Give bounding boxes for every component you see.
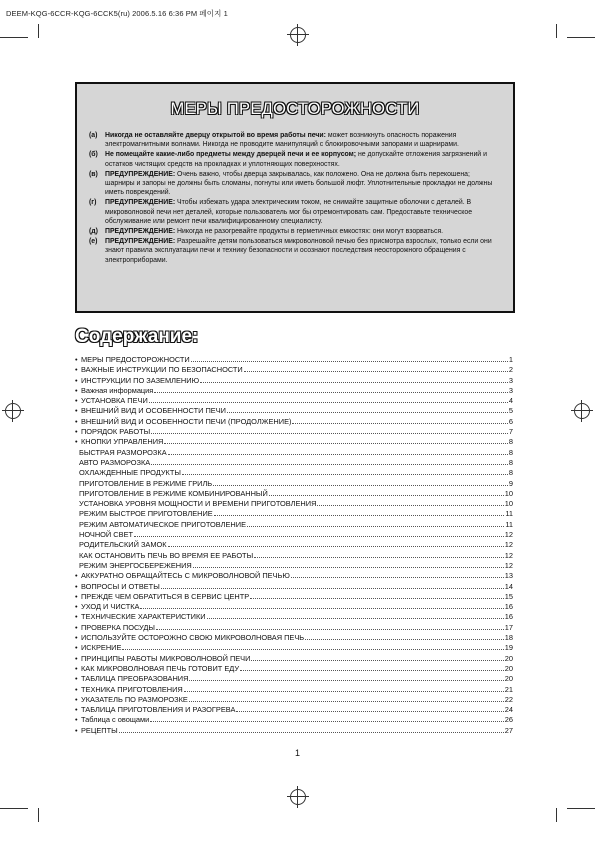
precaution-item: [89, 150, 501, 168]
bullet-icon: •: [75, 725, 78, 735]
toc-leader-dots: [240, 670, 504, 671]
bullet-icon: •: [75, 653, 78, 663]
precaution-lead: ПРЕДУПРЕЖДЕНИЕ:: [105, 199, 176, 207]
precaution-text: Разрешайте детям пользоваться микроволновой печью без присмотра взрослых, только если они знают правила эксплуатации печи и технику безопасности и осознают последствия неосторожного обращения с электроприборами.: [105, 238, 492, 264]
toc-entry[interactable]: [75, 417, 513, 427]
toc-entry-label: РЕЖИМ БЫСТРОЕ ПРИГОТОВЛЕНИЕ: [79, 509, 213, 519]
toc-entry[interactable]: [75, 427, 513, 437]
toc-entry[interactable]: [75, 448, 513, 458]
toc-entry-page: 3: [508, 375, 513, 385]
bullet-icon: •: [75, 643, 78, 653]
precaution-letter: (a): [89, 132, 98, 139]
toc-leader-dots: [182, 474, 508, 475]
toc-leader-dots: [134, 536, 504, 537]
toc-entry-page: 24: [504, 705, 513, 715]
toc-entry-page: 20: [504, 653, 513, 663]
toc-leader-dots: [140, 608, 503, 609]
toc-entry-label: ТЕХНИЧЕСКИЕ ХАРАКТЕРИСТИКИ: [81, 612, 206, 622]
toc-leader-dots: [213, 485, 508, 486]
toc-entry[interactable]: [75, 386, 513, 396]
bullet-icon: •: [75, 355, 78, 364]
toc-entry[interactable]: [75, 437, 513, 447]
toc-leader-dots: [250, 598, 504, 599]
toc-entry-label: РЕЖИМ ЭНЕРГОСБЕРЕЖЕНИЯ: [79, 560, 192, 570]
toc-leader-dots: [251, 660, 503, 661]
toc-leader-dots: [214, 515, 505, 516]
toc-leader-dots: [150, 721, 504, 722]
toc-entry-page: 27: [504, 725, 513, 735]
precaution-letter: (д): [89, 228, 98, 236]
precaution-lead: Никогда не оставляйте дверцу открытой во время работы печи:: [105, 132, 326, 139]
bullet-icon: •: [75, 602, 78, 612]
toc-entry-page: 12: [504, 540, 513, 550]
toc-leader-dots: [191, 361, 508, 362]
toc-leader-dots: [236, 711, 503, 712]
toc-entry-page: 10: [504, 488, 513, 498]
toc-entry-label: ОХЛАЖДЕННЫЕ ПРОДУКТЫ: [79, 468, 181, 478]
toc-entry[interactable]: [75, 705, 513, 715]
toc-entry[interactable]: [75, 674, 513, 684]
precaution-text: Чтобы избежать удара электрическим током, не снимайте защитные оболочки с деталей. В микроволновой печи нет деталей, которые пользователь мог бы отремонтировать сам. Предоставьте техническое обслуживание или ремонт печи квалифицированному специалисту.: [105, 199, 473, 225]
toc-leader-dots: [247, 526, 504, 527]
toc-entry-page: 22: [504, 694, 513, 704]
toc-leader-dots: [200, 382, 508, 383]
toc-entry-page: 11: [505, 509, 513, 519]
toc-entry-label: РЕЖИМ АВТОМАТИЧЕСКОЕ ПРИГОТОВЛЕНИЕ: [79, 519, 247, 529]
precautions-title: МЕРЫ ПРЕДОСТОРОЖНОСТИ: [170, 100, 420, 118]
toc-entry-label: КНОПКИ УПРАВЛЕНИЯ: [81, 437, 164, 447]
toc-entry-page: 11: [505, 519, 513, 529]
precaution-letter: (г): [89, 199, 97, 207]
toc-leader-dots: [149, 402, 508, 403]
toc-entry-page: 1: [508, 355, 513, 364]
bullet-icon: •: [75, 591, 78, 601]
toc-entry-label: РОДИТЕЛЬСКИЙ ЗАМОК: [79, 540, 167, 550]
toc-entry[interactable]: [75, 489, 513, 499]
toc-entry-page: 19: [504, 643, 513, 653]
bullet-icon: •: [75, 705, 78, 715]
toc-entry-page: 18: [504, 633, 513, 643]
precaution-item: [89, 237, 501, 265]
toc-entry-page: 17: [504, 622, 513, 632]
toc-entry-page: 6: [508, 416, 513, 426]
toc-entry[interactable]: [75, 458, 513, 468]
bullet-icon: •: [75, 416, 78, 426]
precaution-item: [89, 227, 501, 236]
toc-entry[interactable]: [75, 643, 513, 653]
toc-entry-page: 4: [508, 396, 513, 406]
toc-entry-label: ТАБЛИЦА ПРЕОБРАЗОВАНИЯ: [81, 674, 189, 684]
precaution-item: [89, 198, 501, 226]
toc-entry-page: 16: [504, 612, 513, 622]
crop-mark-bottom-left-h: [0, 808, 28, 809]
toc-entry-label: КАК МИКРОВОЛНОВАЯ ПЕЧЬ ГОТОВИТ ЕДУ: [81, 663, 240, 673]
toc-entry-page: 8: [508, 437, 513, 447]
toc-entry-label: НОЧНОЙ СВЕТ: [79, 530, 134, 540]
toc-entry[interactable]: [75, 561, 513, 571]
toc-entry-label: ТАБЛИЦА ПРИГОТОВЛЕНИЯ И РАЗОГРЕВА: [81, 705, 236, 715]
toc-entry[interactable]: [75, 355, 513, 365]
table-of-contents: [75, 355, 513, 736]
precaution-text: может возникнуть опасность поражения электромагнитными волнами. Никогда не проводите манипуляций с блокировочными запорами и шарнирами.: [105, 132, 459, 149]
toc-entry-label: ПРЕЖДЕ ЧЕМ ОБРАТИТЬСЯ В СЕРВИС ЦЕНТР: [81, 591, 250, 601]
bullet-icon: •: [75, 581, 78, 591]
toc-entry-page: 12: [504, 550, 513, 560]
toc-entry-label: РЕЦЕПТЫ: [81, 725, 118, 735]
toc-entry[interactable]: [75, 612, 513, 622]
toc-entry-page: 15: [504, 591, 513, 601]
toc-entry[interactable]: [75, 551, 513, 561]
toc-entry-page: 10: [504, 499, 513, 509]
toc-leader-dots: [291, 577, 504, 578]
crop-mark-top-left-v: [38, 24, 39, 38]
toc-entry-page: 26: [504, 715, 513, 725]
bullet-icon: •: [75, 427, 78, 437]
toc-leader-dots: [244, 371, 508, 372]
toc-entry-label: УКАЗАТЕЛЬ ПО РАЗМОРОЗКЕ: [81, 694, 188, 704]
toc-entry-page: 5: [508, 406, 513, 416]
bullet-icon: •: [75, 385, 78, 395]
toc-leader-dots: [161, 588, 504, 589]
toc-entry-label: УСТАНОВКА ПЕЧИ: [81, 396, 148, 406]
toc-entry-label: БЫСТРАЯ РАЗМОРОЗКА: [79, 447, 167, 457]
bullet-icon: •: [75, 694, 78, 704]
toc-entry-label: ИСПОЛЬЗУЙТЕ ОСТОРОЖНО СВОЮ МИКРОВОЛНОВАЯ ПЕЧЬ: [81, 633, 305, 643]
bullet-icon: •: [75, 622, 78, 632]
precaution-text: не допускайте отложения загрязнений и остатков чистящих средств на прокладках и уплотняющих поверхностях.: [105, 151, 487, 168]
crop-mark-top-right-v: [556, 24, 557, 38]
toc-entry-label: ТЕХНИКА ПРИГОТОВЛЕНИЯ: [81, 684, 183, 694]
bullet-icon: •: [75, 406, 78, 416]
toc-entry[interactable]: [75, 685, 513, 695]
toc-leader-dots: [227, 412, 508, 413]
toc-entry-page: 3: [508, 385, 513, 395]
toc-entry[interactable]: [75, 479, 513, 489]
precaution-text: Никогда не разогревайте продукты в герметичных емкостях: они могут взорваться.: [175, 228, 444, 236]
toc-entry[interactable]: [75, 602, 513, 612]
toc-entry-page: 9: [508, 478, 513, 488]
toc-entry-page: 12: [504, 530, 513, 540]
toc-entry[interactable]: [75, 726, 513, 736]
toc-leader-dots: [269, 495, 504, 496]
toc-leader-dots: [193, 567, 504, 568]
bullet-icon: •: [75, 663, 78, 673]
page-number: 1: [294, 748, 300, 758]
precaution-text: Очень важно, чтобы дверца закрывалась, как положено. Она не должна быть перекошена; шарниры и запоры не должны быть сломаны, погнуты или иметь большой люфт. Уплотнительные прокладки не должны иметь повреждений.: [105, 170, 493, 197]
toc-entry-page: 2: [508, 365, 513, 375]
toc-leader-dots: [292, 423, 507, 424]
bullet-icon: •: [75, 437, 78, 447]
bullet-icon: •: [75, 571, 78, 581]
toc-leader-dots: [151, 464, 508, 465]
toc-entry-page: 8: [508, 457, 513, 467]
toc-entry-label: УСТАНОВКА УРОВНЯ МОЩНОСТИ И ВРЕМЕНИ ПРИГОТОВЛЕНИЯ: [79, 499, 317, 509]
registration-mark-left: [2, 400, 24, 422]
toc-entry[interactable]: [75, 540, 513, 550]
bullet-icon: •: [75, 684, 78, 694]
toc-entry-page: 20: [504, 674, 513, 684]
toc-entry-page: 16: [504, 602, 513, 612]
bullet-icon: •: [75, 375, 78, 385]
toc-entry[interactable]: [75, 396, 513, 406]
toc-leader-dots: [168, 454, 508, 455]
precaution-lead: Не помещайте какие-либо предметы между дверцей печи и ее корпусом;: [105, 151, 357, 159]
bullet-icon: •: [75, 633, 78, 643]
toc-leader-dots: [207, 618, 504, 619]
crop-mark-top-left-h: [0, 37, 28, 38]
toc-leader-dots: [189, 701, 504, 702]
bullet-icon: •: [75, 612, 78, 622]
toc-entry-page: 14: [504, 581, 513, 591]
toc-leader-dots: [305, 639, 504, 640]
toc-entry[interactable]: [75, 654, 513, 664]
toc-leader-dots: [168, 546, 504, 547]
toc-entry[interactable]: [75, 365, 513, 375]
toc-entry[interactable]: [75, 633, 513, 643]
toc-leader-dots: [164, 443, 508, 444]
toc-entry[interactable]: [75, 406, 513, 416]
precaution-letter: (е): [89, 238, 98, 246]
precaution-lead: ПРЕДУПРЕЖДЕНИЕ:: [105, 170, 176, 178]
toc-entry-page: 21: [504, 684, 513, 694]
bullet-icon: •: [75, 674, 78, 684]
toc-entry[interactable]: [75, 376, 513, 386]
toc-leader-dots: [184, 691, 504, 692]
crop-mark-top-right-h: [567, 37, 595, 38]
toc-entry-page: 7: [508, 427, 513, 437]
registration-mark-top: [287, 24, 309, 46]
toc-leader-dots: [122, 649, 503, 650]
toc-entry-label: ПРИНЦИПЫ РАБОТЫ МИКРОВОЛНОВОЙ ПЕЧИ: [81, 653, 251, 663]
toc-entry[interactable]: [75, 623, 513, 633]
crop-mark-bottom-left-v: [38, 808, 39, 822]
toc-entry-page: 8: [508, 468, 513, 478]
toc-entry-label: ВАЖНЫЕ ИНСТРУКЦИИ ПО БЕЗОПАСНОСТИ: [81, 365, 243, 375]
toc-entry-page: 20: [504, 663, 513, 673]
toc-entry-label: Таблица с овощами: [81, 715, 150, 725]
toc-leader-dots: [156, 629, 504, 630]
toc-entry-label: АВТО РАЗМОРОЗКА: [79, 457, 151, 467]
crop-mark-bottom-right-v: [556, 808, 557, 822]
toc-entry-label: ВНЕШНИЙ ВИД И ОСОБЕННОСТИ ПЕЧИ (ПРОДОЛЖЕНИЕ): [81, 416, 292, 426]
toc-leader-dots: [151, 433, 508, 434]
crop-mark-bottom-right-h: [567, 808, 595, 809]
toc-entry[interactable]: [75, 509, 513, 519]
toc-entry-label: ПРИГОТОВЛЕНИЕ В РЕЖИМЕ КОМБИНИРОВАННЫЙ: [79, 488, 268, 498]
bullet-icon: •: [75, 365, 78, 375]
bullet-icon: •: [75, 715, 78, 725]
toc-entry-page: 13: [504, 571, 513, 581]
toc-entry-label: ИСКРЕНИЕ: [81, 643, 122, 653]
toc-leader-dots: [254, 557, 504, 558]
precaution-item: [89, 131, 501, 149]
toc-entry[interactable]: [75, 592, 513, 602]
toc-entry[interactable]: [75, 715, 513, 725]
print-header: DEEM-KQG-6CCR-KQG-6CCK5(ru) 2006.5.16 6:36 PM 페이지 1: [6, 9, 228, 18]
toc-entry-label: КАК ОСТАНОВИТЬ ПЕЧЬ ВО ВРЕМЯ ЕЕ РАБОТЫ: [79, 550, 254, 560]
toc-entry-label: ПОРЯДОК РАБОТЫ: [81, 427, 151, 437]
precaution-lead: ПРЕДУПРЕЖДЕНИЕ:: [105, 228, 176, 236]
bullet-icon: •: [75, 396, 78, 406]
toc-leader-dots: [119, 732, 504, 733]
precaution-letter: (б): [89, 151, 98, 159]
toc-entry-label: Важная информация: [81, 385, 154, 395]
toc-entry[interactable]: [75, 499, 513, 509]
toc-entry-page: 12: [504, 560, 513, 570]
toc-entry[interactable]: [75, 530, 513, 540]
toc-entry[interactable]: [75, 695, 513, 705]
toc-entry-label: ПРИГОТОВЛЕНИЕ В РЕЖИМЕ ГРИЛЬ: [79, 478, 213, 488]
toc-entry-label: АККУРАТНО ОБРАЩАЙТЕСЬ С МИКРОВОЛНОВОЙ ПЕЧЬЮ: [81, 571, 290, 581]
toc-entry-page: 8: [508, 447, 513, 457]
precaution-letter: (в): [89, 170, 98, 178]
toc-title: Содержание:: [75, 326, 199, 347]
toc-entry[interactable]: [75, 582, 513, 592]
registration-mark-right: [571, 400, 593, 422]
precaution-lead: ПРЕДУПРЕЖДЕНИЕ:: [105, 238, 176, 246]
toc-entry-label: ИНСТРУКЦИИ ПО ЗАЗЕМЛЕНИЮ: [81, 375, 200, 385]
precaution-item: [89, 170, 501, 198]
precautions-list: [77, 131, 513, 265]
toc-entry[interactable]: [75, 520, 513, 530]
toc-entry[interactable]: [75, 571, 513, 581]
toc-entry-label: УХОД И ЧИСТКА: [81, 602, 140, 612]
toc-entry-label: ПРОВЕРКА ПОСУДЫ: [81, 622, 155, 632]
toc-entry-label: МЕРЫ ПРЕДОСТОРОЖНОСТИ: [81, 355, 190, 364]
toc-entry[interactable]: [75, 664, 513, 674]
toc-leader-dots: [317, 505, 503, 506]
registration-mark-bottom: [287, 786, 309, 808]
toc-entry-label: ВНЕШНИЙ ВИД И ОСОБЕННОСТИ ПЕЧИ: [81, 406, 226, 416]
toc-leader-dots: [189, 680, 503, 681]
toc-leader-dots: [154, 392, 508, 393]
toc-entry-label: ВОПРОСЫ И ОТВЕТЫ: [81, 581, 160, 591]
toc-entry[interactable]: [75, 468, 513, 478]
precautions-box: [75, 82, 515, 313]
